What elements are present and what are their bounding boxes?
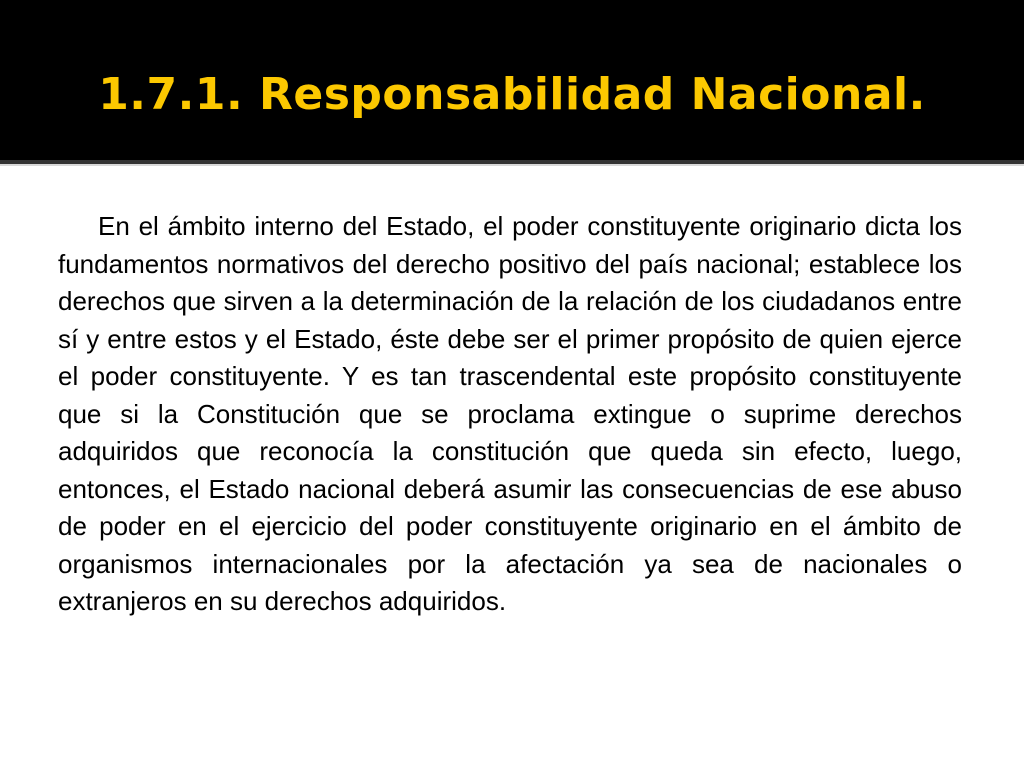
title-divider-highlight bbox=[0, 164, 1024, 166]
slide-title: 1.7.1. Responsabilidad Nacional. bbox=[98, 69, 926, 120]
body-paragraph: En el ámbito interno del Estado, el poder constituyente originario dicta los fundamentos normativos del derecho positivo del país nacional; establece los derechos que sirven a la determinación de la relación de los ciudadanos entre sí y entre estos y el Estado, éste debe ser el primer propósito de quien ejerce el poder constituyente. Y es tan trascendental este propósito constituyente que si la Constitución que se proclama extingue o suprime derechos adquiridos que reconocía la constitución que queda sin efecto, luego, entonces, el Estado nacional deberá asumir las consecuencias de ese abuso de poder en el ejercicio del poder constituyente originario en el ámbito de organismos internacionales por la afectación ya sea de nacionales o extranjeros en su derechos adquiridos. bbox=[58, 211, 962, 616]
